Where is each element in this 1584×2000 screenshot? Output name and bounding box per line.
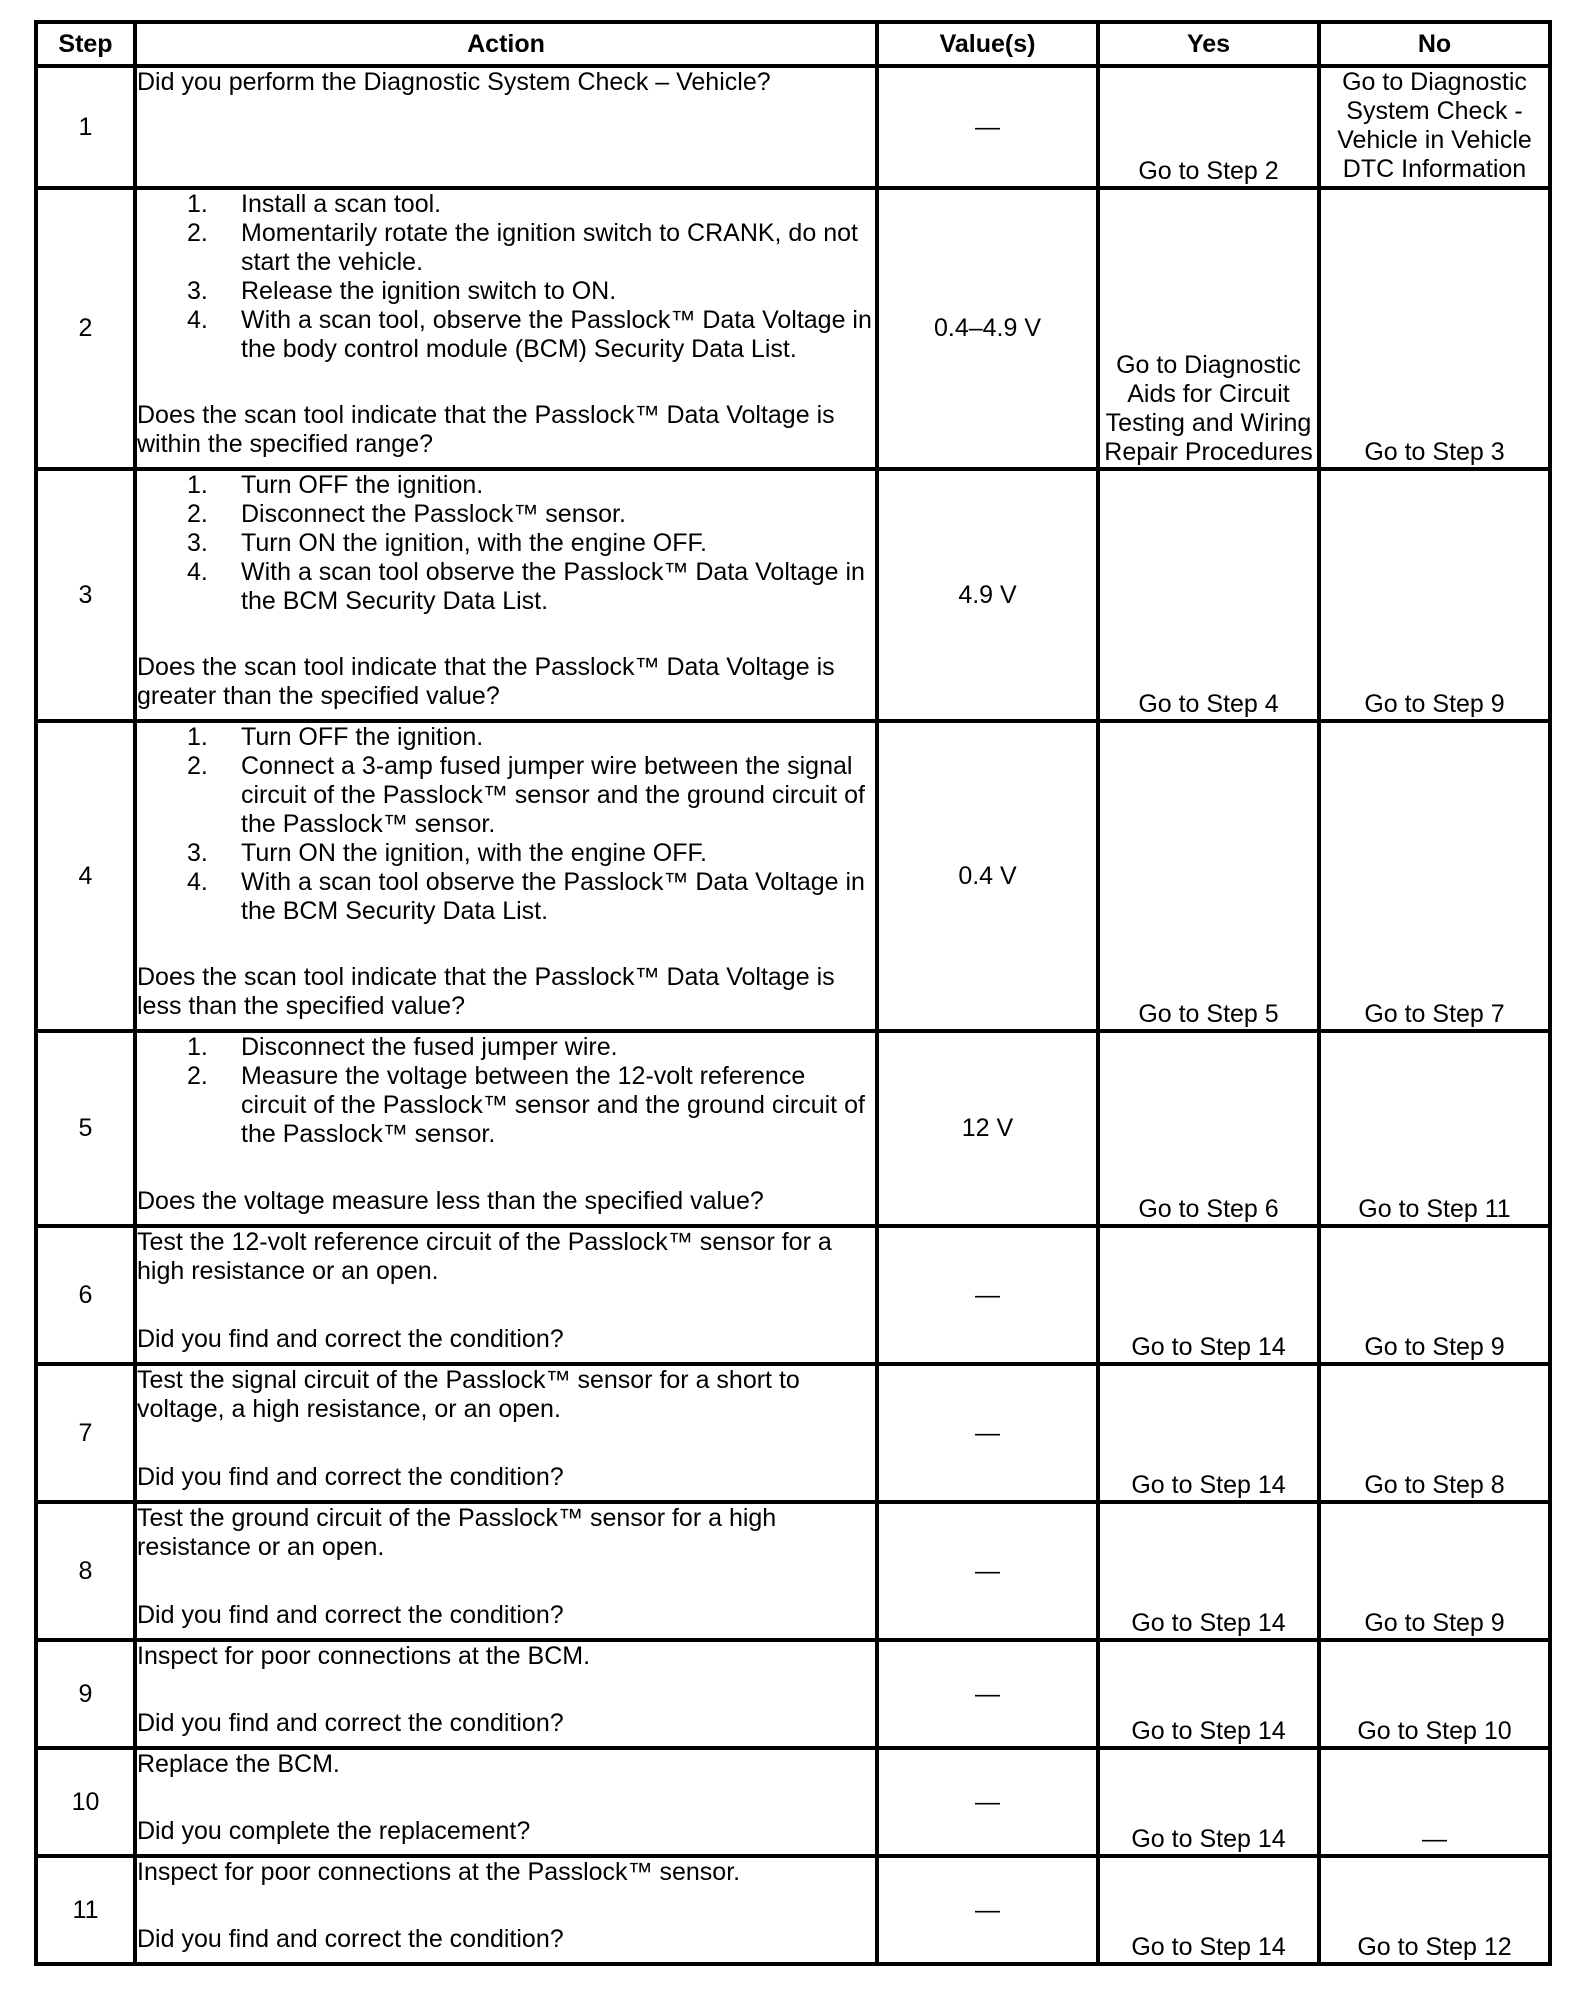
table-row [36,188,1550,469]
no-cell: Go to Step 11 [1319,1031,1550,1226]
action-cell [135,469,877,721]
yes-cell: Go to Step 6 [1098,1031,1319,1226]
no-cell: Go to Step 10 [1319,1640,1550,1748]
yes-cell: Go to Step 14 [1098,1748,1319,1856]
step-number: 3 [36,469,135,721]
action-content [137,471,875,711]
no-cell: Go to Step 3 [1319,188,1550,469]
action-cell [135,1856,877,1964]
action-question: Does the scan tool indicate that the Passlock™ Data Voltage is within the specified range? [137,401,835,458]
action-content [137,723,875,1021]
action-cell [135,1748,877,1856]
value-cell: — [877,1640,1098,1748]
action-steps-list [137,723,875,926]
value-cell: — [877,66,1098,188]
step-number: 2 [36,188,135,469]
no-cell: Go to Step 9 [1319,1226,1550,1364]
action-content [137,190,875,459]
yes-cell: Go to Diagnostic Aids for Circuit Testing and Wiring Repair Procedures [1098,188,1319,469]
value-cell: 0.4–4.9 V [877,188,1098,469]
action-cell [135,66,877,188]
value-cell: 12 V [877,1031,1098,1226]
action-step-item: Disconnect the Passlock™ sensor. [241,500,626,528]
step-number: 1 [36,66,135,188]
step-number: 6 [36,1226,135,1364]
action-content [137,1504,875,1630]
yes-cell: Go to Step 14 [1098,1502,1319,1640]
yes-cell: Go to Step 2 [1098,66,1319,188]
action-content [137,1750,875,1846]
action-question: Did you find and correct the condition? [137,1601,564,1629]
table-row [36,1640,1550,1748]
action-instruction: Replace the BCM. [137,1750,340,1778]
value-cell: — [877,1748,1098,1856]
yes-cell: Go to Step 14 [1098,1226,1319,1364]
no-cell: Go to Diagnostic System Check - Vehicle in Vehicle DTC Information [1319,66,1550,188]
yes-cell: Go to Step 5 [1098,721,1319,1031]
action-question: Does the voltage measure less than the specified value? [137,1187,764,1215]
action-step-item: Momentarily rotate the ignition switch to CRANK, do not start the vehicle. [241,219,858,276]
action-step-item: Connect a 3-amp fused jumper wire between the signal circuit of the Passlock™ sensor and the ground circuit of the Passlock™ sensor. [241,752,865,838]
action-question: Does the scan tool indicate that the Passlock™ Data Voltage is greater than the specified value? [137,653,835,710]
action-question: Did you complete the replacement? [137,1817,531,1845]
action-step-item: With a scan tool, observe the Passlock™ Data Voltage in the body control module (BCM) Security Data List. [241,306,872,363]
yes-cell: Go to Step 4 [1098,469,1319,721]
action-step-item: With a scan tool observe the Passlock™ Data Voltage in the BCM Security Data List. [241,558,865,615]
step-number: 4 [36,721,135,1031]
action-question: Did you find and correct the condition? [137,1925,564,1953]
action-cell [135,1364,877,1502]
diagnostic-table [34,20,1552,1966]
action-step-item: With a scan tool observe the Passlock™ Data Voltage in the BCM Security Data List. [241,868,865,925]
step-number: 9 [36,1640,135,1748]
action-cell [135,1031,877,1226]
table-row [36,721,1550,1031]
step-number: 11 [36,1856,135,1964]
yes-cell: Go to Step 14 [1098,1364,1319,1502]
table-row [36,1856,1550,1964]
no-cell: Go to Step 9 [1319,1502,1550,1640]
step-number: 8 [36,1502,135,1640]
action-content [137,1033,875,1216]
action-content [137,1366,875,1492]
header-action: Action [135,22,877,66]
action-cell [135,188,877,469]
yes-cell: Go to Step 14 [1098,1640,1319,1748]
table-row [36,1748,1550,1856]
action-question: Did you find and correct the condition? [137,1463,564,1491]
table-row [36,1226,1550,1364]
action-step-item: Turn ON the ignition, with the engine OFF. [241,529,707,557]
no-cell: — [1319,1748,1550,1856]
action-question: Did you find and correct the condition? [137,1709,564,1737]
action-cell [135,1226,877,1364]
action-instruction: Test the 12-volt reference circuit of the Passlock™ sensor for a high resistance or an open. [137,1228,832,1285]
value-cell: 0.4 V [877,721,1098,1031]
action-instruction: Did you perform the Diagnostic System Check – Vehicle? [137,68,771,96]
action-step-item: Turn ON the ignition, with the engine OFF. [241,839,707,867]
action-instruction: Test the ground circuit of the Passlock™ sensor for a high resistance or an open. [137,1504,777,1561]
header-values: Value(s) [877,22,1098,66]
action-steps-list [137,471,875,616]
table-row [36,1031,1550,1226]
header-yes: Yes [1098,22,1319,66]
action-cell [135,1640,877,1748]
action-content [137,1858,875,1954]
action-content [137,1642,875,1738]
step-number: 10 [36,1748,135,1856]
table-row [36,1502,1550,1640]
value-cell: — [877,1856,1098,1964]
value-cell: — [877,1364,1098,1502]
no-cell: Go to Step 8 [1319,1364,1550,1502]
action-step-item: Measure the voltage between the 12-volt reference circuit of the Passlock™ sensor and the ground circuit of the Passlock™ sensor. [241,1062,865,1148]
action-cell [135,721,877,1031]
table-row [36,66,1550,188]
header-step: Step [36,22,135,66]
action-steps-list [137,1033,875,1149]
header-row [36,22,1550,66]
value-cell: 4.9 V [877,469,1098,721]
action-step-item: Release the ignition switch to ON. [241,277,617,305]
action-step-item: Turn OFF the ignition. [241,723,484,751]
header-no: No [1319,22,1550,66]
no-cell: Go to Step 12 [1319,1856,1550,1964]
action-instruction: Test the signal circuit of the Passlock™ sensor for a short to voltage, a high resistance, or an open. [137,1366,800,1423]
action-step-item: Install a scan tool. [241,190,442,218]
step-number: 5 [36,1031,135,1226]
action-content [137,1228,875,1354]
step-number: 7 [36,1364,135,1502]
action-step-item: Disconnect the fused jumper wire. [241,1033,618,1061]
action-cell [135,1502,877,1640]
table-body [36,66,1550,1964]
action-step-item: Turn OFF the ignition. [241,471,484,499]
yes-cell: Go to Step 14 [1098,1856,1319,1964]
action-question: Did you find and correct the condition? [137,1325,564,1353]
action-instruction: Inspect for poor connections at the Passlock™ sensor. [137,1858,741,1886]
action-steps-list [137,190,875,364]
action-instruction: Inspect for poor connections at the BCM. [137,1642,591,1670]
table-row [36,469,1550,721]
value-cell: — [877,1502,1098,1640]
action-content [137,68,875,178]
table-row [36,1364,1550,1502]
action-question: Does the scan tool indicate that the Passlock™ Data Voltage is less than the specified value? [137,963,835,1020]
no-cell: Go to Step 7 [1319,721,1550,1031]
no-cell: Go to Step 9 [1319,469,1550,721]
value-cell: — [877,1226,1098,1364]
